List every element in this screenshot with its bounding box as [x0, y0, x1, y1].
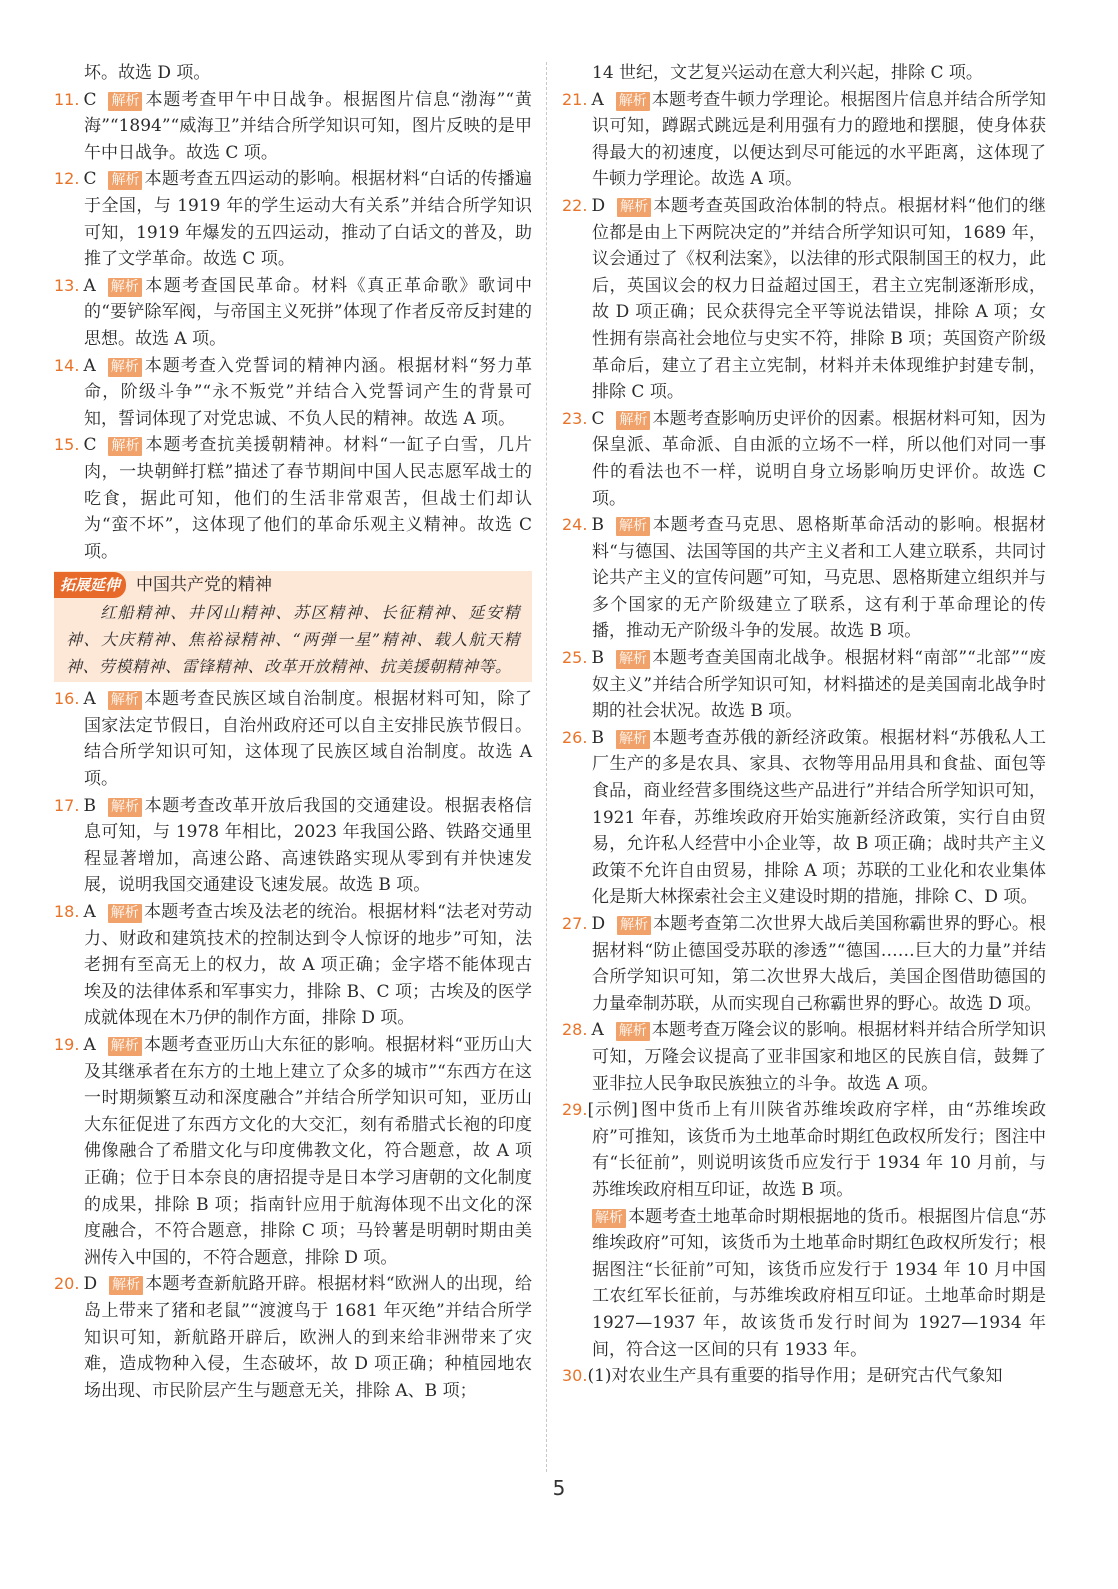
page-number: 5	[552, 1476, 566, 1500]
analysis-text: 本题考查民族区域自治制度。根据材料可知，除了国家法定节假日，自治州政府还可以自主安排民族节假日。结合所学知识可知，这体现了民族区域自治制度。故选 A 项。	[84, 689, 532, 790]
question-number: 21.	[562, 89, 588, 109]
question-number: 20.	[54, 1274, 80, 1294]
extension-label: 拓展延伸	[54, 572, 126, 598]
analysis-text: 本题考查土地革命时期根据地的货币。根据图片信息“苏维埃政府”可知，该货币为土地革命时期红色政权所发行；根据图注“长征前”可知，该货币应发行于 1934 年 10 月中国工农红军长征前，与苏维埃政府相互印证。土地革命时期是 1927—1937 年，故该货币发行时间为 1927—1934 年间，符合这一区间的只有 1933 年。	[592, 1206, 1046, 1360]
analysis-text: 本题考查影响历史评价的因素。根据材料可知，因为保皇派、革命派、自由派的立场不一样，所以他们对同一事件的看法也不一样，说明自身立场影响历史评价。故选 C 项。	[592, 408, 1046, 509]
analysis-tag: 解析	[616, 517, 650, 536]
answer-choice: B	[591, 727, 604, 748]
carryover-text: 坏。故选 D 项。	[84, 63, 211, 83]
answer-item	[54, 899, 532, 1032]
analysis-tag: 解析	[617, 198, 651, 217]
question-number: 22.	[562, 195, 588, 215]
question-number: 18.	[54, 902, 80, 922]
analysis-text: 本题考查牛顿力学理论。根据图片信息并结合所学知识可知，蹲踞式跳远是利用强有力的蹬地和摆腿，使身体获得最大的初速度，以便达到尽可能远的水平距离，这体现了牛顿力学理论。故选 A 项。	[592, 89, 1046, 190]
answer-item	[54, 793, 532, 899]
answer-item	[54, 1032, 532, 1271]
analysis-tag: 解析	[617, 916, 651, 935]
example-text: 图中货币上有川陕省苏维埃政府字样，由“苏维埃政府”可推知，该货币为土地革命时期红色政权所发行；图注中有“长征前”，则说明该货币应发行于 1934 年 10 月前，与苏维埃政府相互印证，故选 B 项。	[592, 1100, 1046, 1200]
analysis-tag: 解析	[616, 92, 650, 111]
answer-item	[562, 193, 1046, 406]
answer-item	[54, 432, 532, 565]
question-number: 13.	[54, 275, 80, 295]
carryover-text-right: 14 世纪，文艺复兴运动在意大利兴起，排除 C 项。	[592, 63, 983, 83]
analysis-tag: 解析	[109, 1276, 143, 1295]
left-answers-b	[54, 686, 532, 1404]
answer-choice: A	[591, 1020, 604, 1041]
analysis-text: 本题考查苏俄的新经济政策。根据材料“苏俄私人工厂生产的多是农具、家具、衣物等用品用具和食盐、面包等食品，商业经营多围绕这些产品进行”并结合所学知识可知，1921 年春，苏维埃政府开始实施新经济政策，实行自由贸易，允许私人经营中小企业等，故 B 项正确；战时共产主义政策不允许自由贸易，排除 A 项；苏联的工业化和农业集体化是斯大林探索社会主义建设时期的措施，排除 C、D 项。	[592, 727, 1046, 908]
analysis-text: 本题考查古埃及法老的统治。根据材料“法老对劳动力、财政和建筑技术的控制达到令人惊讶的地步”可知，法老拥有至高无上的权力，故 A 项正确；金字塔不能体现古埃及的法律体系和军事实力，排除 B、C 项；古埃及的医学成就体现在木乃伊的制作方面，排除 D 项。	[84, 902, 532, 1029]
analysis-tag: 解析	[108, 358, 142, 377]
answer-choice: C	[591, 408, 605, 429]
extension-body: 红船精神、井冈山精神、苏区精神、长征精神、延安精神、大庆精神、焦裕禄精神、“两弹一星”精神、载人航天精神、劳模精神、雷锋精神、改革开放精神、抗美援朝精神等。	[66, 603, 520, 677]
analysis-text: 本题考查入党誓词的精神内涵。根据材料“努力革命，阶级斗争”“永不叛党”并结合入党誓词产生的背景可知，誓词体现了对党忠诚、不负人民的精神。故选 A 项。	[84, 355, 532, 429]
answer-item	[562, 725, 1046, 911]
question-number: 14.	[54, 355, 80, 375]
answer-item	[54, 273, 532, 353]
question-number: 11.	[54, 89, 80, 109]
answer-item	[562, 911, 1046, 1017]
analysis-tag: 解析	[108, 1037, 142, 1056]
answer-29-analysis	[562, 1204, 1046, 1364]
answer-choice: A	[83, 689, 96, 710]
answer-choice: B	[591, 515, 604, 536]
answer-choice: B	[83, 795, 96, 816]
analysis-text: 本题考查五四运动的影响。根据材料“白话的传播遍于全国，与 1919 年的学生运动大有关系”并结合所学知识可知，1919 年爆发的五四运动，推动了白话文的普及，助推了文学革命。故选 C 项。	[84, 169, 532, 270]
answer-choice: D	[591, 914, 606, 934]
answer-item	[54, 686, 532, 792]
question-number: 19.	[54, 1035, 80, 1054]
analysis-tag: 解析	[108, 691, 142, 710]
analysis-tag: 解析	[108, 904, 142, 923]
extension-box	[54, 571, 532, 682]
question-number: 23.	[562, 408, 588, 428]
column-divider	[546, 62, 547, 1472]
answer-choice: C	[83, 169, 97, 190]
answer-item	[54, 87, 532, 167]
answer-29	[562, 1097, 1046, 1203]
analysis-text: 本题考查抗美援朝精神。材料“一缸子白雪，几片肉，一块朝鲜打糕”描述了春节期间中国人民志愿军战士的吃食，据此可知，他们的生活非常艰苦，但战士们却认为“蛮不坏”，这体现了他们的革命乐观主义精神。故选 C 项。	[84, 435, 532, 562]
analysis-tag: 解析	[108, 437, 142, 456]
analysis-text: 本题考查英国政治体制的特点。根据材料“他们的继位都是由上下两院决定的”并结合所学知识可知，1689 年，议会通过了《权利法案》，以法律的形式限制国王的权力，此后，英国议会的权力日益超过国王，君主立宪制逐渐形成，故 D 项正确；民众获得完全平等说法错误，排除 A 项；女性拥有崇高社会地位与史实不符，排除 B 项；英国资产阶级革命后，建立了君主立宪制，材料并未体现维护封建专制，排除 C 项。	[592, 195, 1046, 403]
analysis-tag: 解析	[108, 92, 142, 111]
question-number: 28.	[562, 1020, 588, 1040]
answer-item	[54, 166, 532, 272]
analysis-tag: 解析	[108, 798, 142, 817]
answer-choice: A	[591, 89, 604, 110]
analysis-tag: 解析	[616, 1022, 650, 1041]
example-label: [示例]	[587, 1100, 638, 1121]
analysis-text: 本题考查万隆会议的影响。根据材料并结合所学知识可知，万隆会议提高了亚非国家和地区的民族自信，鼓舞了亚非拉人民争取民族独立的斗争。故选 A 项。	[592, 1020, 1046, 1094]
analysis-text: 本题考查亚历山大东征的影响。根据材料“亚历山大及其继承者在东方的土地上建立了众多的城市”“东西方在这一时期频繁互动和深度融合”并结合所学知识可知，亚历山大东征促进了东西方文化的大交汇，刻有希腊式长袍的印度佛像融合了希腊文化与印度佛教文化，符合题意，故 A 项正确；位于日本奈良的唐招提寺是日本学习唐朝的文化制度的成果，排除 B 项；指南针应用于航海体现不出文化的深度融合，不符合题意，排除 C 项；马铃薯是明朝时期由美洲传入中国的，不符合题意，排除 D 项。	[84, 1035, 532, 1268]
extension-header	[54, 571, 532, 599]
answer-choice: A	[83, 355, 96, 376]
question-number: 25.	[562, 648, 588, 668]
question-number: 12.	[54, 169, 80, 189]
left-answers-a	[54, 87, 532, 566]
question-number: 29.	[562, 1100, 588, 1120]
right-column	[562, 60, 1046, 1390]
answer-choice: A	[83, 902, 96, 923]
left-column	[54, 60, 532, 1404]
question-number: 24.	[562, 515, 588, 535]
analysis-tag: 解析	[616, 650, 650, 669]
analysis-tag: 解析	[108, 278, 142, 297]
analysis-tag: 解析	[616, 411, 650, 430]
analysis-text: 本题考查第二次世界大战后美国称霸世界的野心。根据材料“防止德国受苏联的渗透”“德国……巨大的力量”并结合所学知识可知，第二次世界大战后，美国企图借助德国的力量牵制苏联，从而实现自己称霸世界的野心。故选 D 项。	[592, 914, 1046, 1014]
answer-30	[562, 1363, 1046, 1390]
question-number: 30.	[562, 1366, 588, 1386]
analysis-text: 本题考查美国南北战争。根据材料“南部”“北部”“废奴主义”并结合所学知识可知，材料描述的是美国南北战争时期的社会状况。故选 B 项。	[592, 648, 1046, 722]
answer-item	[562, 406, 1046, 512]
answer-item	[562, 1017, 1046, 1097]
answer-item	[562, 645, 1046, 725]
question-number: 15.	[54, 435, 80, 455]
analysis-text: 本题考查新航路开辟。根据材料“欧洲人的出现，给岛上带来了猪和老鼠”“渡渡鸟于 1681 年灭绝”并结合所学知识可知，新航路开辟后，欧洲人的到来给非洲带来了灾难，造成物种入侵，生态破坏，故 D 项正确；种植园地农场出现、市民阶层产生与题意无关，排除 A、B 项；	[84, 1274, 532, 1401]
analysis-text: 本题考查马克思、恩格斯革命活动的影响。根据材料“与德国、法国等国的共产主义者和工人建立联系，共同讨论共产主义的宣传问题”可知，马克思、恩格斯建立组织并与多个国家的无产阶级建立了联系，这有利于革命理论的传播，推动无产阶级斗争的发展。故选 B 项。	[592, 515, 1046, 642]
answer-choice: C	[83, 89, 97, 110]
right-answers	[562, 87, 1046, 1098]
answer-choice: A	[83, 1035, 96, 1055]
answer-item	[562, 87, 1046, 193]
analysis-text: 本题考查国民革命。材料《真正革命歌》歌词中的“要铲除军阀，与帝国主义死拼”体现了作者反帝反封建的思想。故选 A 项。	[84, 275, 532, 349]
analysis-tag: 解析	[108, 171, 142, 190]
answer-item	[54, 1271, 532, 1404]
answer-choice: D	[83, 1274, 98, 1295]
answer-choice: C	[83, 435, 97, 456]
analysis-tag: 解析	[592, 1209, 626, 1228]
question-number: 17.	[54, 795, 80, 815]
question-number: 26.	[562, 727, 588, 747]
analysis-tag: 解析	[616, 730, 650, 749]
analysis-text: 本题考查甲午中日战争。根据图片信息“渤海”“黄海”“1894”“威海卫”并结合所学知识可知，图片反映的是甲午中日战争。故选 C 项。	[84, 89, 532, 163]
answer-choice: D	[591, 195, 606, 216]
question-number: 27.	[562, 914, 588, 933]
answer-choice: B	[591, 648, 604, 669]
extension-title: 中国共产党的精神	[136, 574, 273, 595]
answer-choice: A	[83, 275, 96, 296]
answer-item	[54, 353, 532, 433]
answer-item	[562, 512, 1046, 645]
question-number: 16.	[54, 689, 80, 709]
answer-text: (1)对农业生产具有重要的指导作用；是研究古代气象知	[587, 1366, 1003, 1387]
analysis-text: 本题考查改革开放后我国的交通建设。根据表格信息可知，与 1978 年相比，2023 年我国公路、铁路交通里程显著增加，高速公路、高速铁路实现从零到有并快速发展，说明我国交通建设飞速发展。故选 B 项。	[84, 795, 532, 896]
